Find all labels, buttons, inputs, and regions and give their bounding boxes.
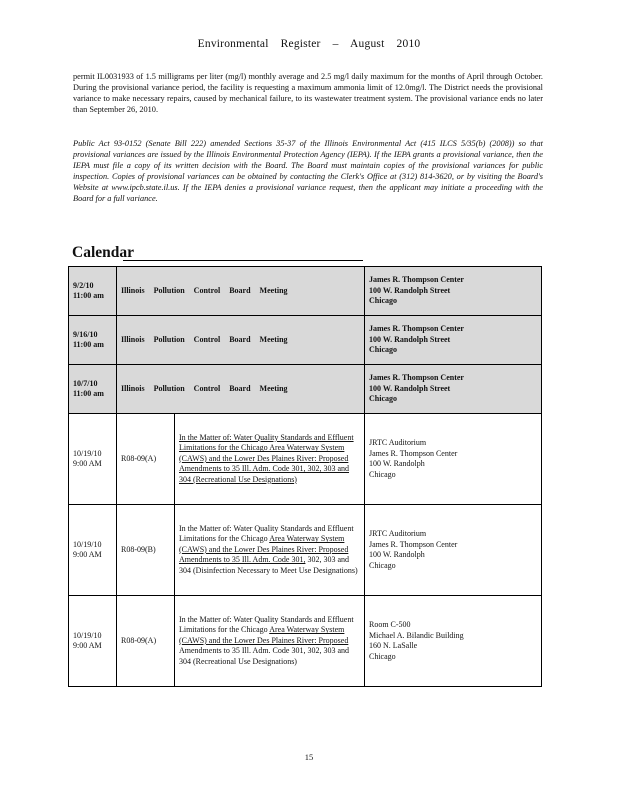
- calendar-row-hearing: [69, 505, 542, 596]
- meeting-description: Illinois Pollution Control Board Meeting: [117, 316, 365, 365]
- meeting-location: James R. Thompson Center 100 W. Randolph Street Chicago: [365, 365, 542, 414]
- calendar-row-meeting: [69, 267, 542, 316]
- meeting-datetime: 10/7/10 11:00 am: [69, 365, 117, 414]
- hearing-location: JRTC Auditorium James R. Thompson Center 100 W. Randolph Chicago: [365, 505, 542, 596]
- hearing-datetime: 10/19/10 9:00 AM: [69, 505, 117, 596]
- hearing-topic-text: In the Matter of: Water Quality Standards and Effluent Limitations for the Chicago: [179, 523, 354, 544]
- hearing-topic: [175, 414, 365, 505]
- calendar-heading-rule: [123, 260, 363, 261]
- calendar-row-meeting: [69, 365, 542, 414]
- public-act-paragraph: Public Act 93-0152 (Senate Bill 222) amended Sections 35-37 of the Illinois Environmental Act (415 ILCS 5/35(b) (2008)) so that provisional variances are issued by the Illinois Environmental Protection Agency (IEPA). If the IEPA grants a provisional variance, then the IEPA must file a copy of its written decision with the Board. The Board must maintain copies of the provisional variances for public inspection. Copies of provisional variances can be obtained by contacting the Clerk's Office at (312) 814-3620, or by visiting the Board's Website at www.ipcb.state.il.us. If the IEPA denies a provisional variance request, then the applicant may initiate a proceeding with the Board for a full variance.: [73, 139, 543, 203]
- page-header: Environmental Register – August 2010: [197, 38, 421, 50]
- hearing-topic: [175, 505, 365, 596]
- hearing-topic-underlined: In the Matter of: Water Quality Standards and Effluent Limitations for the Chicago Area Waterway System (CAWS) and the Lower Des Plaines River: Proposed Amendments to 35 Ill. Adm. Code 301, 302, 303 and 304 (Recreational Use Designations): [179, 432, 354, 484]
- hearing-location: Room C-500 Michael A. Bilandic Building 160 N. LaSalle Chicago: [365, 596, 542, 687]
- variance-paragraph: permit IL0031933 of 1.5 milligrams per liter (mg/l) monthly average and 2.5 mg/l daily maximum for the months of April through October. During the provisional variance period, the facility is requesting a maximum ammonia limit of 12.0mg/l. The District needs the provisional variance to make necessary repairs, caused by mechanical failure, to its wastewater treatment system. The provisional variance ends no later than September 26, 2010.: [73, 72, 543, 114]
- calendar-table: [68, 266, 542, 687]
- calendar-row-hearing: [69, 596, 542, 687]
- hearing-location: JRTC Auditorium James R. Thompson Center 100 W. Randolph Chicago: [365, 414, 542, 505]
- hearing-topic-tail: Amendments to 35 Ill. Adm. Code 301, 302, 303 and 304 (Recreational Use Designations): [179, 646, 349, 666]
- calendar-heading: Calendar: [72, 244, 134, 261]
- calendar-row-meeting: [69, 316, 542, 365]
- hearing-topic-tail: 302, 303 and 304 (Disinfection Necessary to Meet Use Designations): [179, 555, 358, 575]
- hearing-topic-underlined: Area Waterway System (CAWS) and the Lower Des Plaines River: Proposed: [179, 625, 349, 645]
- hearing-datetime: 10/19/10 9:00 AM: [69, 414, 117, 505]
- hearing-topic-text: In the Matter of: Water Quality Standards and Effluent Limitations for the Chicago: [179, 614, 354, 635]
- meeting-description: Illinois Pollution Control Board Meeting: [117, 365, 365, 414]
- meeting-datetime: 9/2/10 11:00 am: [69, 267, 117, 316]
- hearing-topic: [175, 596, 365, 687]
- hearing-topic-underlined: Area Waterway System (CAWS) and the Lower Des Plaines River: Proposed Amendments to 35 Ill. Adm. Code 301,: [179, 534, 349, 565]
- meeting-datetime: 9/16/10 11:00 am: [69, 316, 117, 365]
- hearing-docket: R08-09(B): [117, 505, 175, 596]
- meeting-location: James R. Thompson Center 100 W. Randolph Street Chicago: [365, 316, 542, 365]
- hearing-docket: R08-09(A): [117, 414, 175, 505]
- meeting-location: James R. Thompson Center 100 W. Randolph Street Chicago: [365, 267, 542, 316]
- hearing-docket: R08-09(A): [117, 596, 175, 687]
- page-number: 15: [304, 752, 314, 762]
- hearing-datetime: 10/19/10 9:00 AM: [69, 596, 117, 687]
- calendar-row-hearing: [69, 414, 542, 505]
- meeting-description: Illinois Pollution Control Board Meeting: [117, 267, 365, 316]
